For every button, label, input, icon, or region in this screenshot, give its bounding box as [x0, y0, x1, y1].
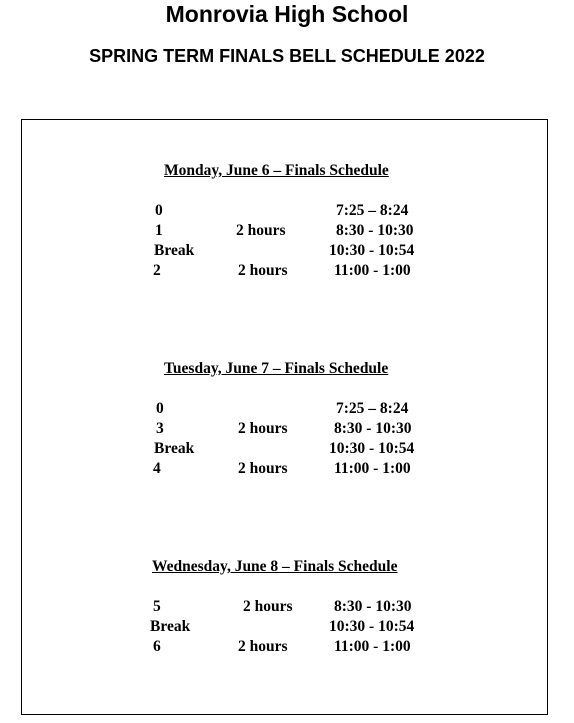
time-range: 8:30 - 10:30	[334, 420, 412, 437]
time-range: 11:00 - 1:00	[334, 638, 411, 655]
period-label: 4	[153, 460, 161, 477]
schedule-row	[0, 459, 574, 479]
schedule-row	[0, 221, 574, 241]
schedule-row	[0, 241, 574, 261]
period-label: 6	[153, 638, 161, 655]
duration-label: 2 hours	[238, 262, 288, 279]
period-label: 3	[156, 420, 164, 437]
duration-label: 2 hours	[238, 420, 288, 437]
time-range: 8:30 - 10:30	[336, 222, 414, 239]
time-range: 11:00 - 1:00	[334, 262, 411, 279]
duration-label: 2 hours	[238, 638, 288, 655]
duration-label: 2 hours	[238, 460, 288, 477]
day-heading: Monday, June 6 – Finals Schedule	[164, 162, 389, 179]
time-range: 10:30 - 10:54	[329, 618, 415, 635]
schedule-row	[0, 201, 574, 221]
period-label: Break	[154, 242, 195, 259]
schedule-row	[0, 597, 574, 617]
day-heading: Tuesday, June 7 – Finals Schedule	[164, 360, 389, 377]
duration-label: 2 hours	[236, 222, 286, 239]
period-label: Break	[150, 618, 191, 635]
duration-label: 2 hours	[243, 598, 293, 615]
time-range: 10:30 - 10:54	[329, 242, 415, 259]
schedule-row	[0, 617, 574, 637]
schedule-row	[0, 637, 574, 657]
schedule-title: SPRING TERM FINALS BELL SCHEDULE 2022	[89, 46, 485, 66]
day-heading: Wednesday, June 8 – Finals Schedule	[152, 558, 398, 575]
period-label: 2	[153, 262, 161, 279]
period-label: 0	[155, 202, 163, 219]
period-label: 0	[156, 400, 164, 417]
time-range: 11:00 - 1:00	[334, 460, 411, 477]
schedule-row	[0, 439, 574, 459]
time-range: 7:25 – 8:24	[336, 202, 409, 219]
time-range: 8:30 - 10:30	[334, 598, 412, 615]
period-label: 5	[153, 598, 161, 615]
time-range: 7:25 – 8:24	[336, 400, 409, 417]
period-label: Break	[154, 440, 195, 457]
school-name: Monrovia High School	[165, 1, 409, 27]
schedule-row	[0, 261, 574, 281]
schedule-row	[0, 419, 574, 439]
time-range: 10:30 - 10:54	[329, 440, 415, 457]
schedule-row	[0, 399, 574, 419]
period-label: 1	[155, 222, 163, 239]
